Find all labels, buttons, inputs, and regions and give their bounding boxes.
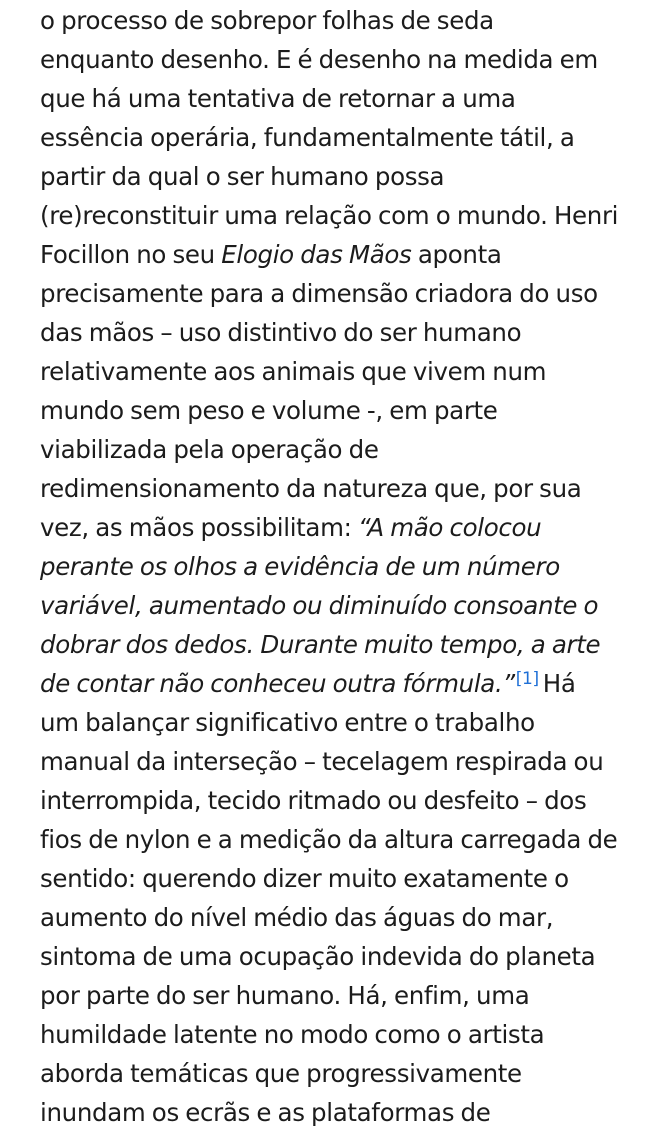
quote-text: “A mão colocou — [357, 513, 542, 542]
text-line: (re)reconstituir uma relação com o mundo. Henri — [40, 201, 619, 230]
quote-text: dobrar dos dedos. Durante muito tempo, a arte — [40, 630, 601, 659]
text-line: aumento do nível médio das águas do mar, — [40, 903, 554, 932]
text-line: humildade latente no modo como o artista — [40, 1020, 545, 1049]
footnote-link[interactable]: [1] — [515, 669, 539, 689]
text-line: viabilizada pela operação de — [40, 435, 379, 464]
quote-text: variável, aumentado ou diminuído consoante o — [40, 591, 599, 620]
text-line: fios de nylon e a medição da altura carregada de — [40, 825, 618, 854]
article-body — [40, 0, 640, 1132]
text-line: manual da interseção – tecelagem respirada ou — [40, 747, 604, 776]
text-line: redimensionamento da natureza que, por sua — [40, 474, 582, 503]
text-line: enquanto desenho. E é desenho na medida em — [40, 45, 598, 74]
book-title: Elogio das Mãos — [221, 240, 412, 269]
text-line: interrompida, tecido ritmado ou desfeito – dos — [40, 786, 587, 815]
text-line — [40, 235, 640, 274]
text-line: sintoma de uma ocupação indevida do planeta — [40, 942, 596, 971]
text-line: partir da qual o ser humano possa — [40, 162, 445, 191]
quote-text: perante os olhos a evidência de um número — [40, 552, 560, 581]
text-line: precisamente para a dimensão criadora do uso — [40, 279, 598, 308]
text-line: aborda temáticas que progressivamente — [40, 1059, 522, 1088]
text-line — [40, 586, 640, 625]
text-line: um balançar significativo entre o trabalho — [40, 708, 535, 737]
text-line: por parte do ser humano. Há, enfim, uma — [40, 981, 530, 1010]
line-text: Focillon no seu — [40, 240, 222, 269]
text-line: sentido: querendo dizer muito exatamente o — [40, 864, 569, 893]
text-line: relativamente aos animais que vivem num — [40, 357, 547, 386]
text-line: que há uma tentativa de retornar a uma — [40, 84, 516, 113]
text-line: das mãos – uso distintivo do ser humano — [40, 318, 522, 347]
text-line: o processo de sobrepor folhas de seda — [40, 6, 494, 35]
quote-text: de contar não conheceu outra fórmula.” — [40, 669, 515, 698]
text-line: inundam os ecrãs e as plataformas de — [40, 1098, 491, 1127]
text-line — [40, 625, 640, 664]
line-text: vez, as mãos possibilitam: — [40, 513, 358, 542]
line-text: Há — [542, 669, 576, 698]
text-line — [40, 664, 640, 703]
text-line: essência operária, fundamentalmente tátil, a — [40, 123, 575, 152]
text-line — [40, 547, 640, 586]
text-line: mundo sem peso e volume -, em parte — [40, 396, 498, 425]
text-line — [40, 508, 640, 547]
line-text: aponta — [411, 240, 502, 269]
